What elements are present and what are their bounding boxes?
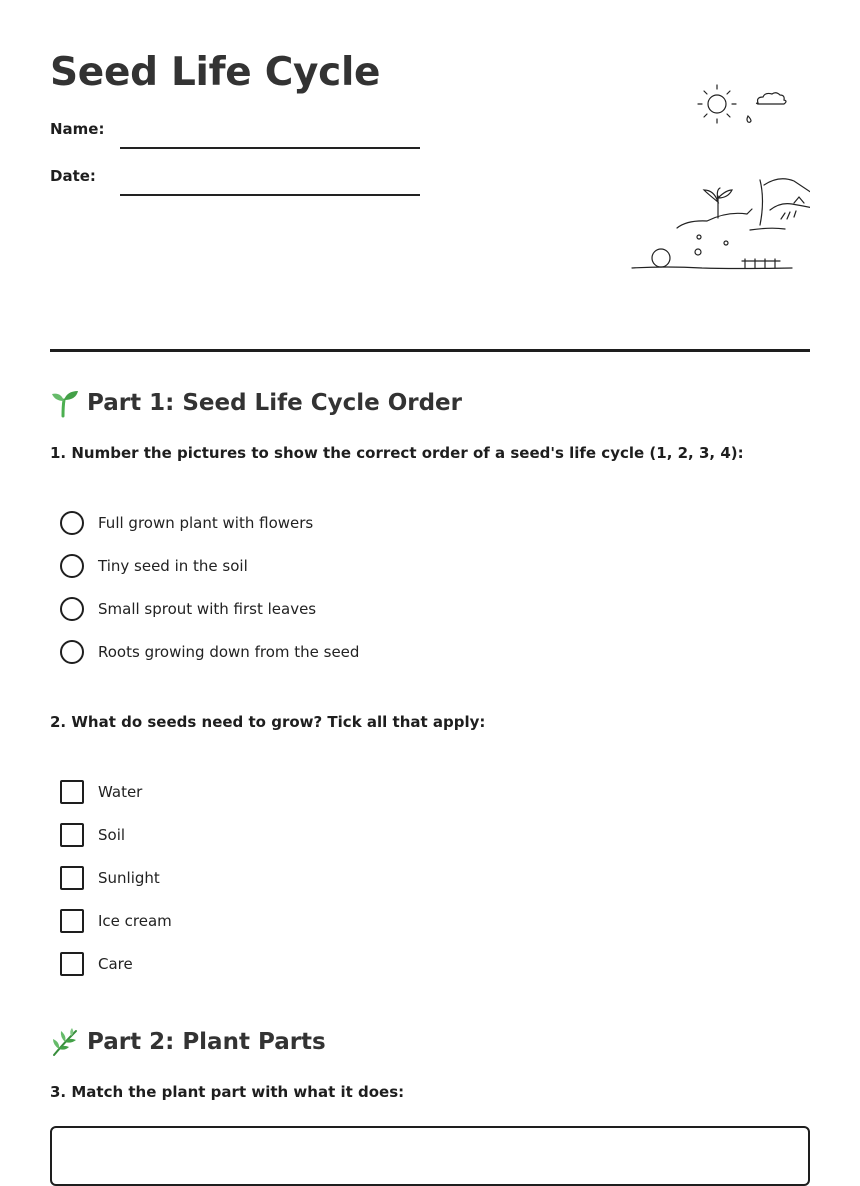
part2-heading-text: Part 2: Plant Parts [87,1029,326,1055]
garden-scene-illustration [570,50,810,295]
q2-option-care[interactable] [60,951,133,977]
q1-option-label: Tiny seed in the soil [98,557,248,575]
question-2-prompt: 2. What do seeds need to grow? Tick all that apply: [50,713,486,731]
matching-table [50,1126,810,1186]
q2-option-label: Soil [98,826,126,844]
checkbox[interactable] [60,909,84,933]
q2-option-water[interactable] [60,779,142,805]
q1-option-label: Small sprout with first leaves [98,600,317,618]
q2-option-label: Care [98,955,133,973]
seedling-icon [50,388,80,418]
checkbox[interactable] [60,780,84,804]
name-label: Name: [50,120,105,138]
part2-heading [50,1027,326,1057]
question-3-prompt: 3. Match the plant part with what it does: [50,1083,405,1101]
q2-option-label: Water [98,783,143,801]
name-input[interactable] [120,129,420,149]
q1-option-label: Full grown plant with flowers [98,514,314,532]
q1-option-1[interactable] [60,510,313,536]
herb-icon [50,1027,80,1057]
worksheet-title: Seed Life Cycle [50,50,381,95]
q2-option-label: Ice cream [98,912,172,930]
q2-option-label: Sunlight [98,869,160,887]
question-1-prompt: 1. Number the pictures to show the correct order of a seed's life cycle (1, 2, 3, 4): [50,444,744,462]
name-field-row [50,120,420,150]
checkbox[interactable] [60,866,84,890]
date-label: Date: [50,167,96,185]
order-circle[interactable] [60,511,84,535]
date-field-row [50,167,420,197]
worksheet-page [50,0,810,1161]
checkbox[interactable] [60,952,84,976]
q1-option-2[interactable] [60,553,248,579]
q2-option-ice-cream[interactable] [60,908,172,934]
order-circle[interactable] [60,640,84,664]
q2-option-sunlight[interactable] [60,865,160,891]
order-circle[interactable] [60,554,84,578]
order-circle[interactable] [60,597,84,621]
part1-heading-text: Part 1: Seed Life Cycle Order [87,390,462,416]
part1-heading [50,388,462,418]
q1-option-label: Roots growing down from the seed [98,643,360,661]
header-divider [50,349,810,352]
q2-option-soil[interactable] [60,822,125,848]
date-input[interactable] [120,176,420,196]
checkbox[interactable] [60,823,84,847]
q1-option-4[interactable] [60,639,359,665]
q1-option-3[interactable] [60,596,316,622]
